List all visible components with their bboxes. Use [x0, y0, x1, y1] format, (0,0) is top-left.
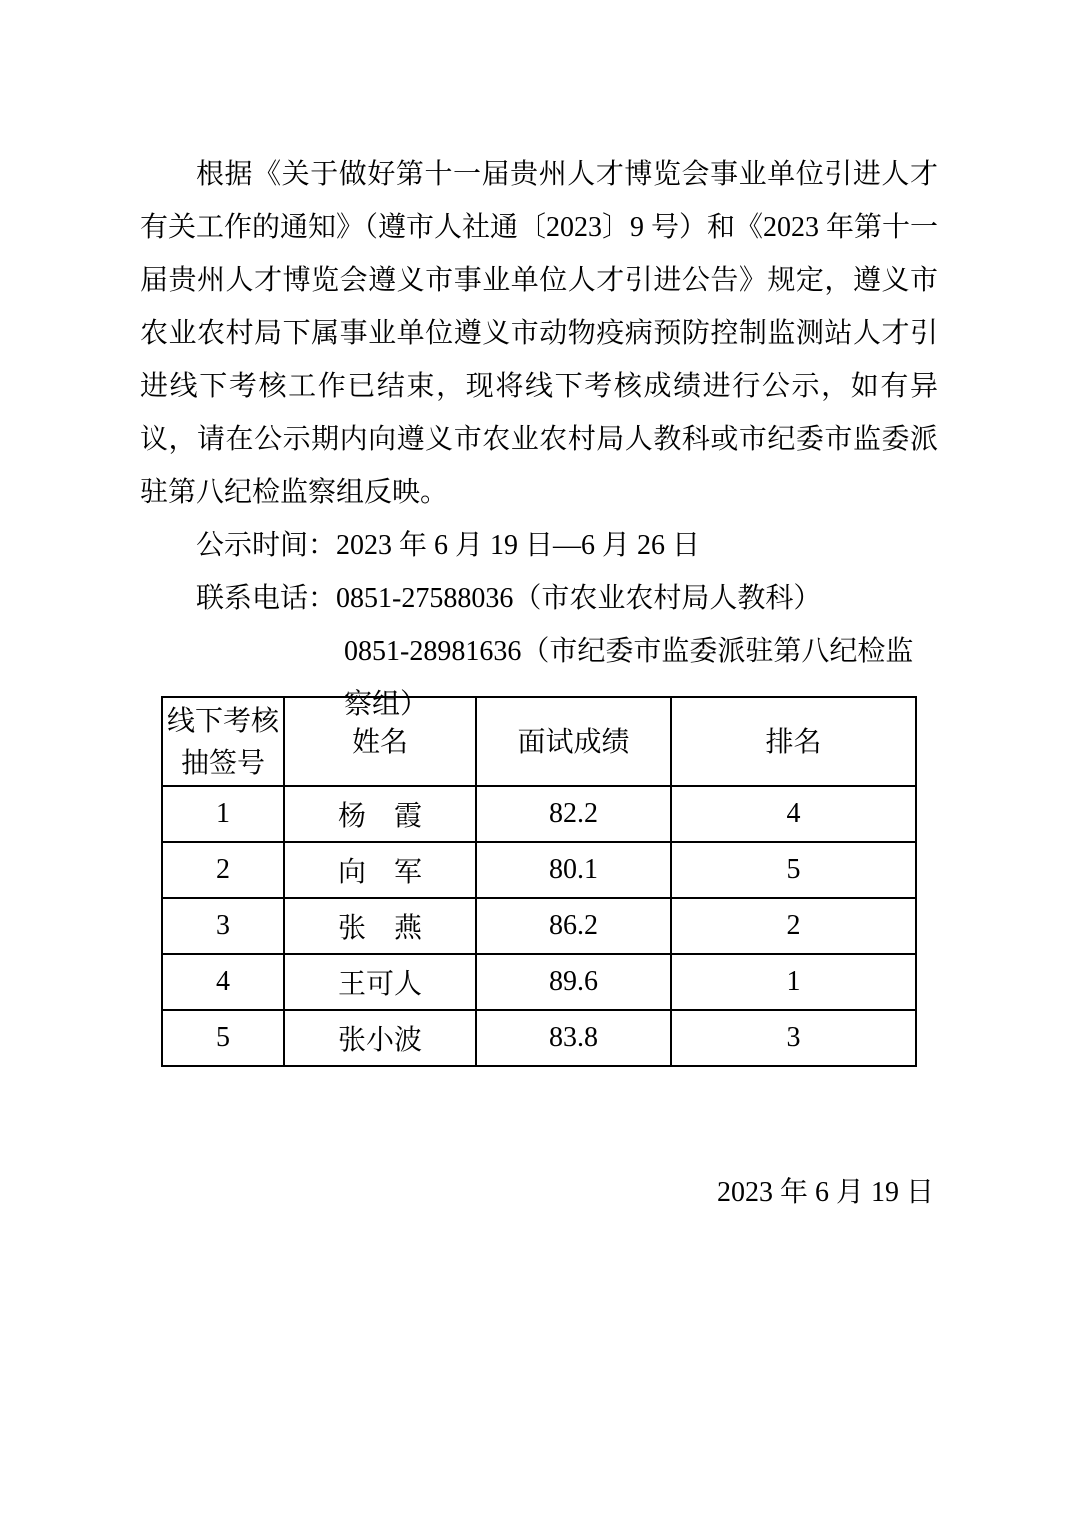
publicity-period-line — [140, 519, 938, 572]
cell-rank: 1 — [671, 954, 916, 1010]
cell-rank: 5 — [671, 842, 916, 898]
publicity-period-value: 2023 年 6 月 19 日—6 月 26 日 — [336, 530, 701, 561]
table-row — [162, 954, 916, 1010]
cell-draw-number: 5 — [162, 1010, 284, 1066]
table-row — [162, 898, 916, 954]
cell-name: 张小波 — [284, 1010, 476, 1066]
cell-interview-score: 86.2 — [476, 898, 671, 954]
header-rank: 排名 — [671, 697, 916, 786]
cell-interview-score: 83.8 — [476, 1010, 671, 1066]
cell-draw-number: 1 — [162, 786, 284, 842]
cell-name: 张 燕 — [284, 898, 476, 954]
score-table — [161, 696, 917, 1067]
cell-interview-score: 82.2 — [476, 786, 671, 842]
contact-label: 联系电话： — [196, 583, 337, 614]
cell-rank: 3 — [671, 1010, 916, 1066]
cell-name: 向 军 — [284, 842, 476, 898]
cell-draw-number: 4 — [162, 954, 284, 1010]
score-table-header-row — [162, 697, 916, 786]
table-row — [162, 1010, 916, 1066]
header-name: 姓名 — [284, 697, 476, 786]
contact-phone-2: 0851-28981636（市纪委市监委派驻第八纪检监察组） — [344, 636, 914, 720]
cell-rank: 4 — [671, 786, 916, 842]
table-row — [162, 842, 916, 898]
contact-phone-1: 0851-27588036（市农业农村局人教科） — [336, 583, 822, 614]
cell-name: 王可人 — [284, 954, 476, 1010]
publicity-period-label: 公示时间： — [196, 530, 337, 561]
header-interview-score: 面试成绩 — [476, 697, 671, 786]
table-row — [162, 786, 916, 842]
header-draw-number: 线下考核抽签号 — [162, 697, 284, 786]
contact-phone-line-1 — [140, 572, 938, 625]
notice-body-paragraph: 根据《关于做好第十一届贵州人才博览会事业单位引进人才有关工作的通知》（遵市人社通〔2023〕9 号）和《2023 年第十一届贵州人才博览会遵义市事业单位人才引进公告》规定，遵义市农业农村局下属事业单位遵义市动物疫病预防控制监测站人才引进线下考核工作已结束，现将线下考核成绩进行公示，如有异议，请在公示期内向遵义市农业农村局人教科或市纪委市监委派驻第八纪检监察组反映。 — [140, 159, 939, 508]
signature-date: 2023 年 6 月 19 日 — [716, 1177, 934, 1208]
cell-draw-number: 3 — [162, 898, 284, 954]
cell-interview-score: 89.6 — [476, 954, 671, 1010]
cell-interview-score: 80.1 — [476, 842, 671, 898]
cell-rank: 2 — [671, 898, 916, 954]
notice-text-block — [140, 148, 938, 519]
cell-draw-number: 2 — [162, 842, 284, 898]
cell-name: 杨 霞 — [284, 786, 476, 842]
